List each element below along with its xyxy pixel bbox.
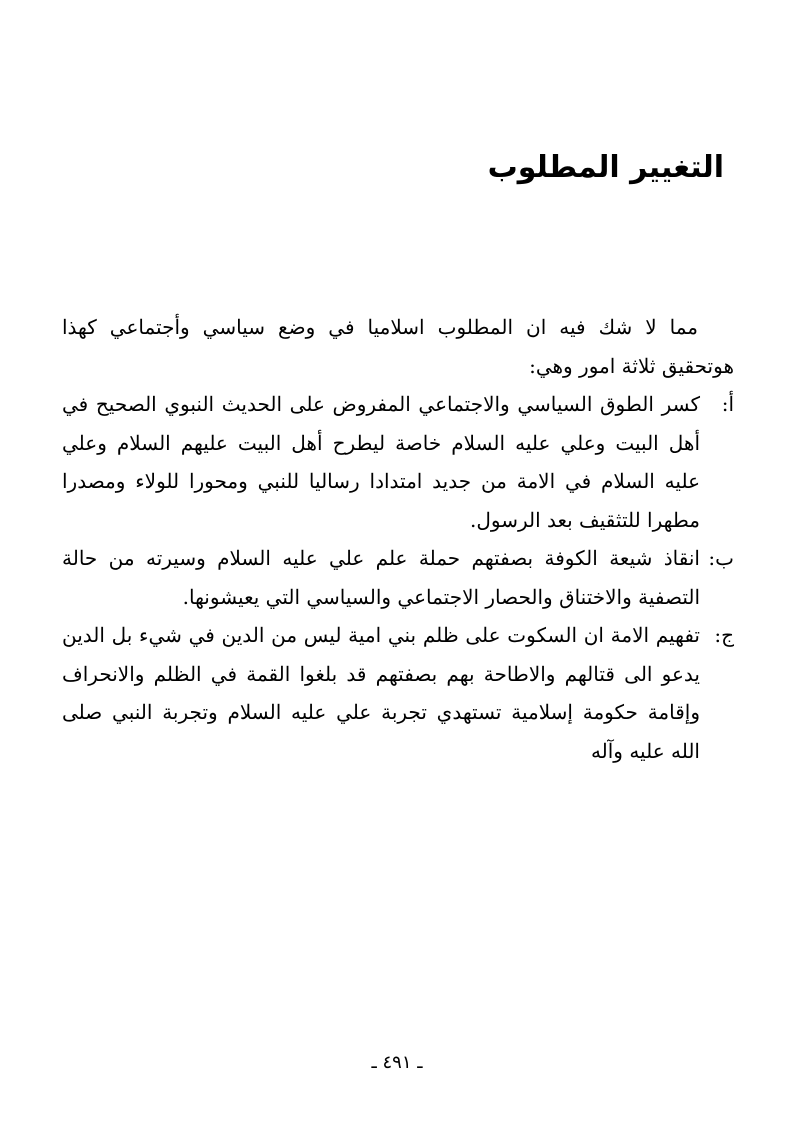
- intro-paragraph: مما لا شك فيه ان المطلوب اسلاميا في وضع سياسي وأجتماعي كهذا هوتحقيق ثلاثة امور وهي:: [62, 315, 734, 378]
- list-item-text: تفهيم الامة ان السكوت على ظلم بني امية ليس من الدين في شيء بل الدين يدعو الى قتالهم والاطاحة بهم بصفتهم قد بلغوا القمة في الظلم والانحراف وإقامة حكومة إسلامية تستهدي تجربة علي عليه السلام وتجربة النبي صلى الله عليه وآله: [62, 623, 700, 763]
- list-item-jim: [62, 616, 734, 770]
- list-item-ba: [62, 539, 734, 616]
- list-item-marker: ج:: [714, 623, 734, 647]
- list-item-marker: أ:: [721, 392, 734, 416]
- list-item-alef: [62, 385, 734, 539]
- list-item-text: انقاذ شيعة الكوفة بصفتهم حملة علم علي عليه السلام وسيرته من حالة التصفية والاختناق والحصار الاجتماعي والسياسي التي يعيشونها.: [62, 546, 700, 609]
- list-item-text: كسر الطوق السياسي والاجتماعي المفروض على الحديث النبوي الصحيح في أهل البيت وعلي عليه السلام خاصة ليطرح أهل البيت عليهم السلام وعلي عليه السلام في الامة من جديد امتدادا رساليا للنبي ومحورا للولاء ومصدرا مطهرا للتثقيف بعد الرسول.: [62, 392, 700, 532]
- page-number: ـ ٤٩١ ـ: [371, 1052, 423, 1073]
- page-title: التغيير المطلوب: [487, 150, 724, 185]
- body-text: [62, 308, 734, 770]
- list-item-marker: ب:: [708, 546, 734, 570]
